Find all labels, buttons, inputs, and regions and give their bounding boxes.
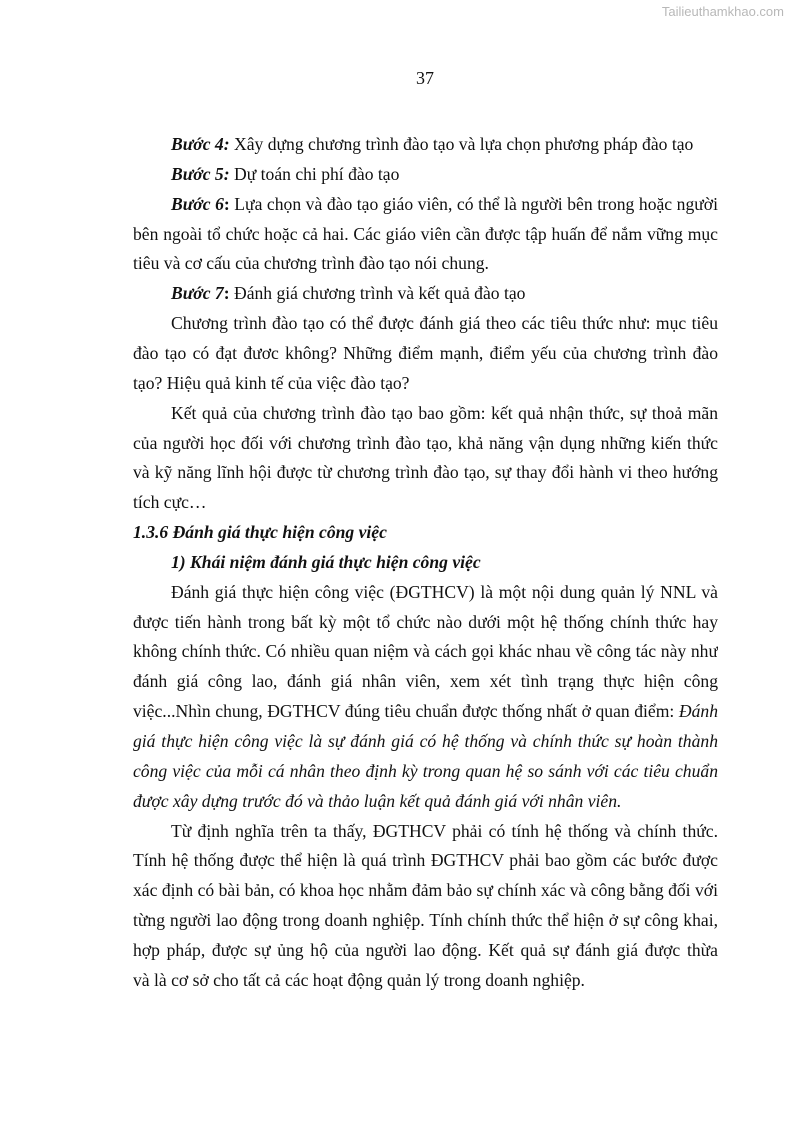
text-line	[133, 935, 718, 965]
text-line	[133, 607, 718, 637]
text-span: hợp pháp, được sự ủng hộ của người lao động. Kết quả sự đánh giá được thừa	[133, 939, 718, 960]
text-span: đào tạo có đạt đươc không? Những điểm mạnh, điểm yếu của chương trình đào	[133, 342, 718, 363]
text-line	[133, 816, 718, 846]
text-line	[133, 875, 718, 905]
text-span: Đánh giá thực hiện công việc (ĐGTHCV) là một nội dung quản lý NNL và	[171, 581, 718, 602]
text-span: được tiến hành trong bất kỳ một tổ chức nào dưới một hệ thống chính thức hay	[133, 611, 718, 632]
text-span: :	[223, 193, 230, 214]
text-line	[133, 666, 718, 696]
text-line	[133, 308, 718, 338]
text-span: đánh giá công lao, đánh giá nhân viên, xem xét tình trạng thực hiện công	[133, 671, 718, 692]
text-line	[133, 278, 718, 308]
text-line	[133, 786, 718, 816]
text-span: tiêu và cơ cấu của chương trình đào tạo nói chung.	[133, 253, 489, 274]
text-line	[133, 547, 718, 577]
text-line	[133, 428, 718, 458]
text-span: và kỹ năng lĩnh hội được từ chương trình đào tạo, sự thay đổi hành vi theo hướng	[133, 462, 718, 483]
text-span: bên ngoài tổ chức hoặc cả hai. Các giáo viên cần được tập huấn để nắm vững mục	[133, 223, 718, 244]
page-number: 37	[416, 68, 434, 88]
text-line	[133, 338, 718, 368]
text-span: Xây dựng chương trình đào tạo và lựa chọn phương pháp đào tạo	[229, 134, 694, 154]
emphasis-text: Bước 5:	[171, 163, 230, 184]
text-span: Tính hệ thống được thể hiện là quá trình ĐGTHCV phải bao gồm các bước được	[133, 850, 718, 871]
text-span: tích cực…	[133, 492, 207, 513]
text-line	[133, 487, 718, 517]
text-span: tạo? Hiệu quả kinh tế của việc đào tạo?	[133, 372, 410, 393]
text-line	[133, 577, 718, 607]
watermark: Tailieuthamkhao.com	[661, 4, 784, 19]
emphasis-text: 1) Khái niệm đánh giá thực hiện công việc	[171, 551, 481, 572]
text-span: Lựa chọn và đào tạo giáo viên, có thể là người bên trong hoặc người	[229, 193, 718, 214]
text-span: Từ định nghĩa trên ta thấy, ĐGTHCV phải có tính hệ thống và chính thức.	[171, 820, 718, 841]
text-line	[133, 636, 718, 666]
text-line	[133, 189, 718, 219]
text-span: và là cơ sở cho tất cả các hoạt động quản lý trong doanh nghiệp.	[133, 969, 585, 990]
text-line	[133, 159, 718, 189]
text-line	[133, 845, 718, 875]
text-span: từng người lao động trong doanh nghiệp. Tính chính thức thể hiện ở sự công khai,	[133, 910, 718, 931]
emphasis-text: Bước 7	[171, 283, 224, 304]
text-line	[133, 219, 718, 249]
text-span: xác định có bài bản, có khoa học nhằm đảm bảo sự chính xác và công bằng đối với	[133, 880, 718, 901]
text-line	[133, 965, 718, 995]
italic-text: được xây dựng trước đó và thảo luận kết quả đánh giá với nhân viên.	[133, 790, 622, 811]
text-span: Dự toán chi phí đào tạo	[229, 163, 400, 184]
text-line	[133, 398, 718, 428]
italic-text: công việc của mỗi cá nhân theo định kỳ trong quan hệ so sánh với các tiêu chuẩn	[133, 760, 718, 781]
italic-text: Đánh	[678, 701, 718, 722]
text-line	[133, 905, 718, 935]
emphasis-text: Bước 6	[171, 193, 224, 214]
text-span: Đánh giá chương trình và kết quả đào tạo	[229, 283, 526, 304]
text-span: Kết quả của chương trình đào tạo bao gồm: kết quả nhận thức, sự thoả mãn	[171, 402, 718, 423]
text-span: Chương trình đào tạo có thể được đánh giá theo các tiêu thức như: mục tiêu	[171, 313, 718, 334]
text-span: của người học đối với chương trình đào tạo, khả năng vận dụng những kiến thức	[133, 432, 718, 453]
emphasis-text: Bước 4:	[171, 134, 230, 154]
italic-text: giá thực hiện công việc là sự đánh giá có hệ thống và chính thức sự hoàn thành	[133, 731, 718, 751]
text-span: :	[223, 283, 230, 304]
text-line	[133, 756, 718, 786]
text-line	[133, 129, 718, 159]
emphasis-text: 1.3.6 Đánh giá thực hiện công việc	[133, 522, 387, 543]
text-span: không chính thức. Có nhiều quan niệm và cách gọi khác nhau về công tác này như	[133, 641, 718, 662]
text-line	[133, 696, 718, 726]
text-line	[133, 248, 718, 278]
text-line	[133, 457, 718, 487]
text-line	[133, 726, 718, 756]
text-line	[133, 368, 718, 398]
text-line	[133, 517, 718, 547]
text-span: việc...Nhìn chung, ĐGTHCV đúng tiêu chuẩn được thống nhất ở quan điểm:	[133, 701, 679, 722]
